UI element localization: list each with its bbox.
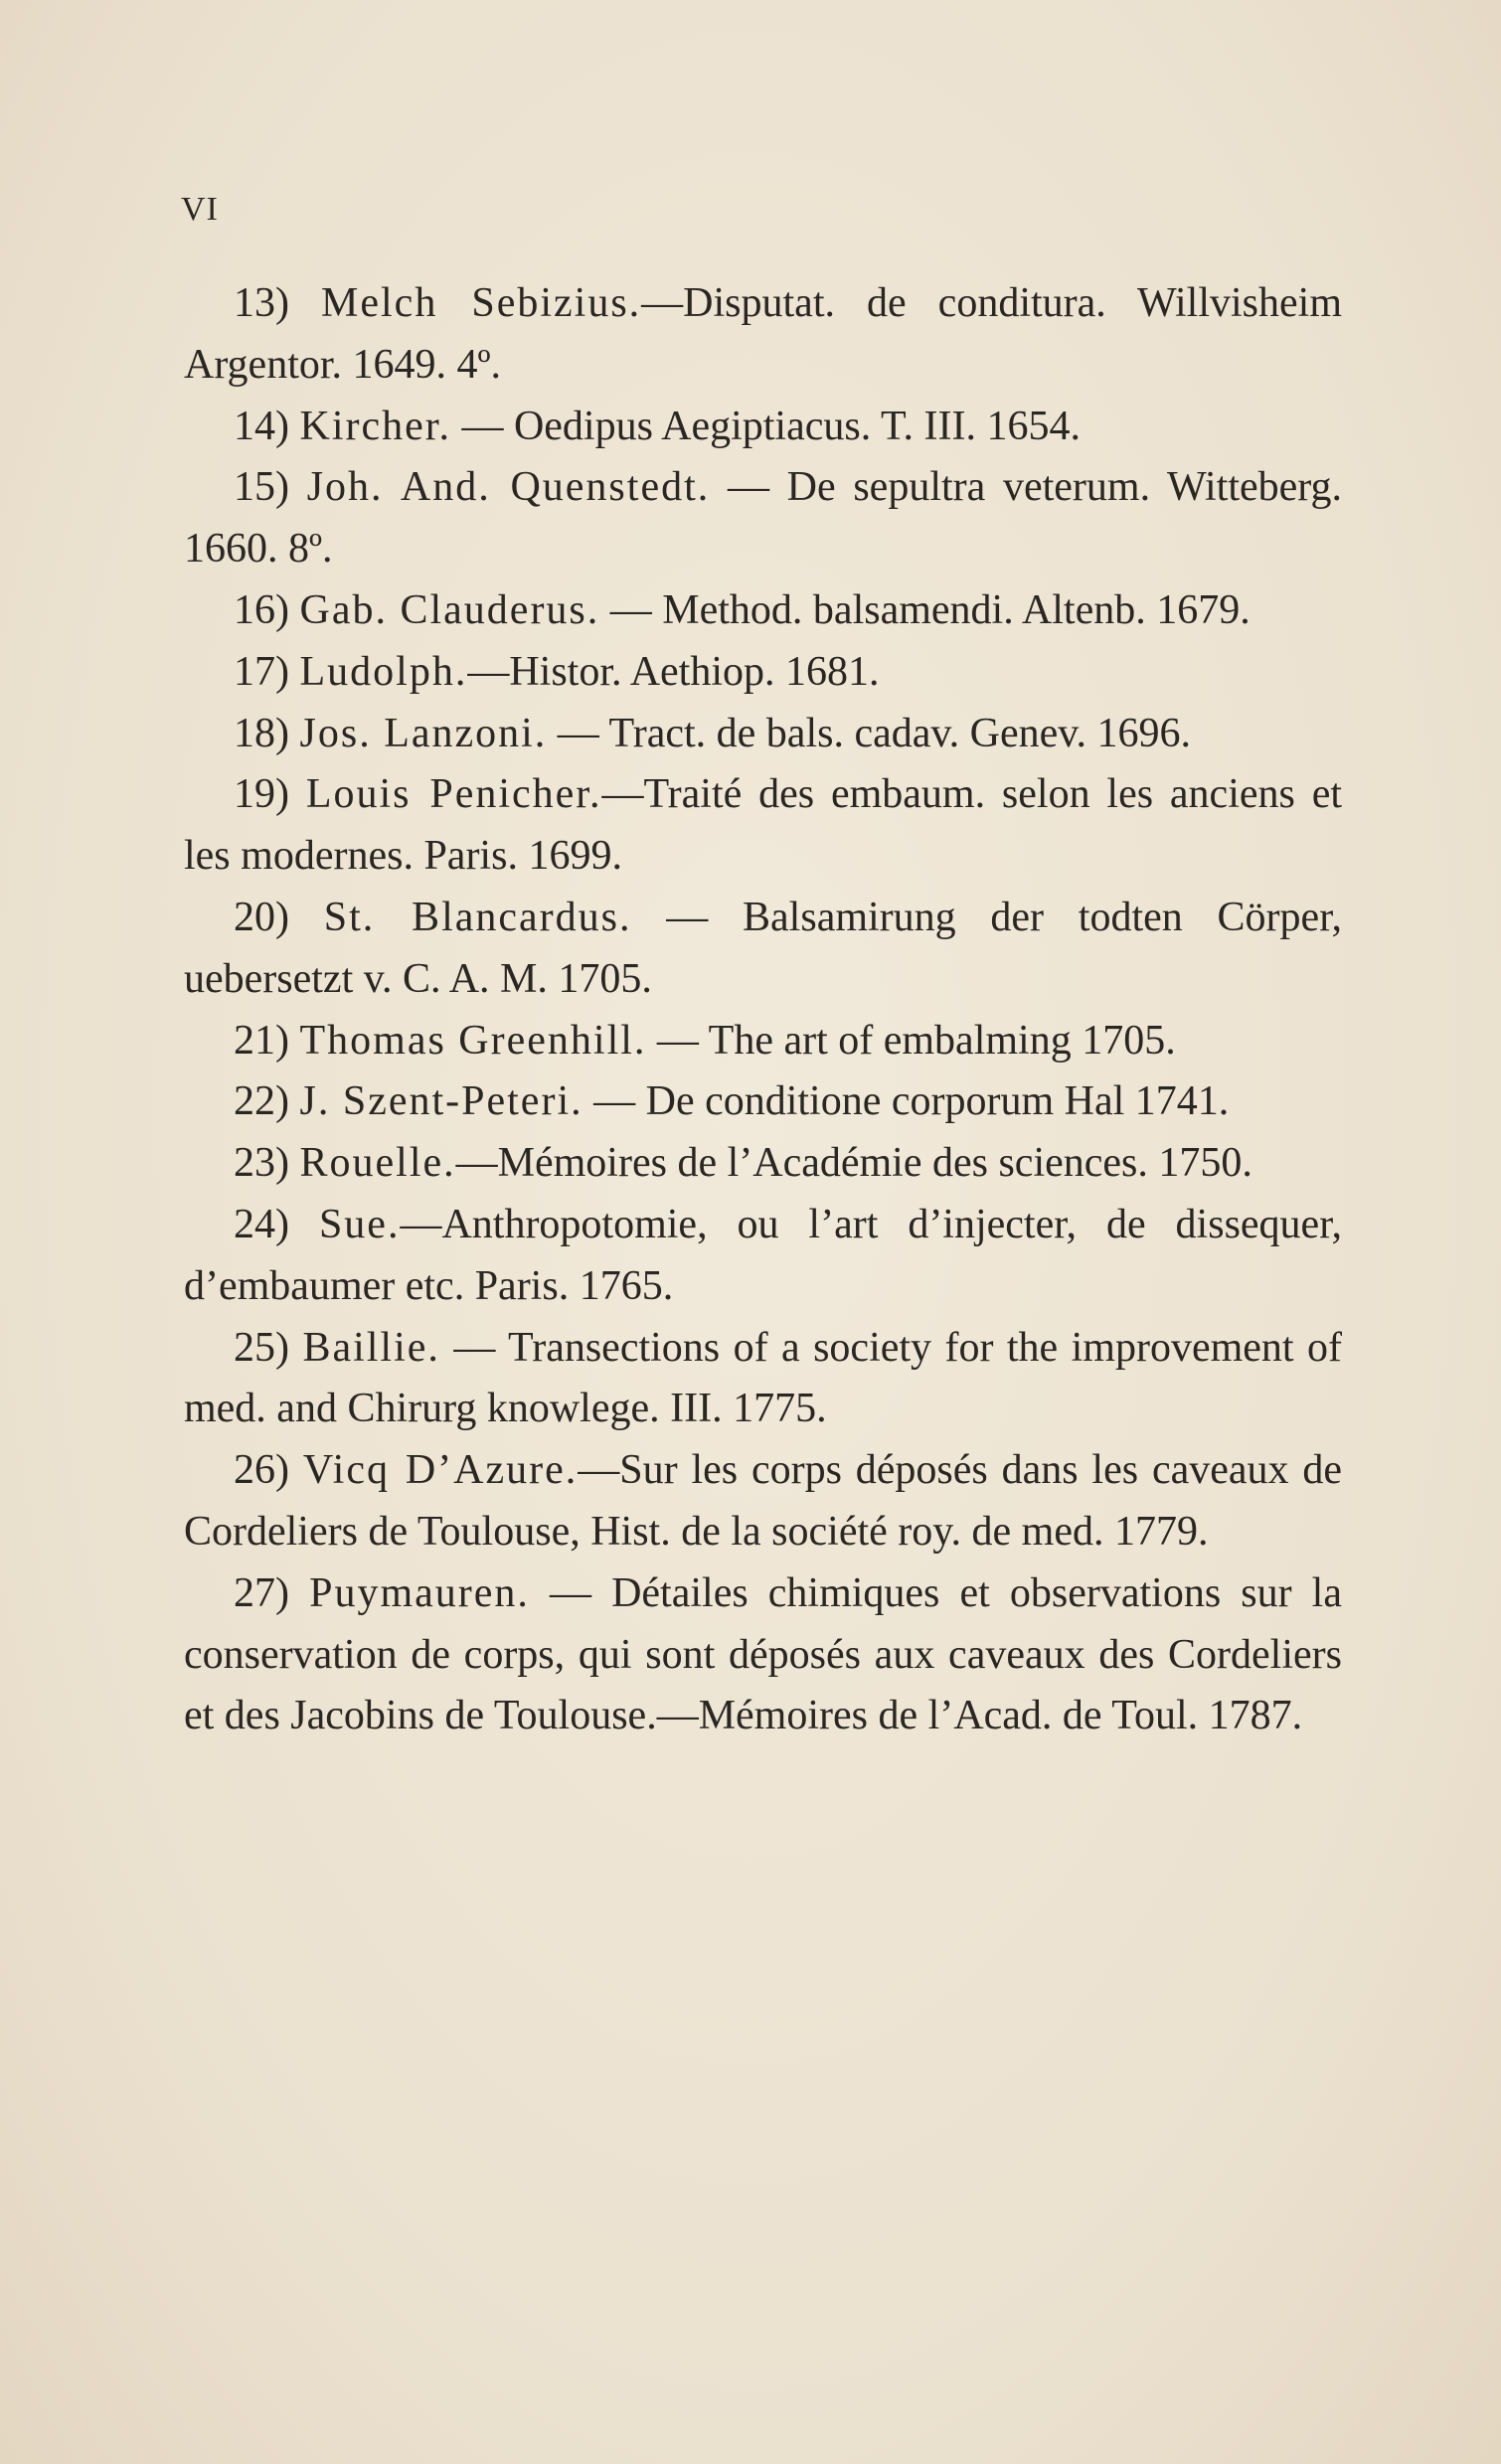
entry-author: Melch Sebizius. <box>321 280 642 326</box>
bibliography-entry-20 <box>184 888 1342 1011</box>
entry-author: Vicq D’Azure. <box>302 1447 579 1494</box>
entry-text: —Anthropotomie, ou l’art d’injecter, de dissequer, d’embaumer etc. Paris. 1765. <box>184 1201 1342 1309</box>
entry-text: — De conditione corporum Hal 1741. <box>583 1078 1230 1125</box>
entry-number: 17) <box>234 648 289 695</box>
bibliography-entry-19 <box>184 764 1342 888</box>
entry-number: 15) <box>234 464 289 511</box>
entry-text: — Détailes chimiques et observations sur la conservation de corps, qui sont déposés aux caveaux des Cordeliers et des Jacobins de Toulouse.—Mémoires de l’Acad. de Toul. 1787. <box>184 1569 1342 1739</box>
entry-text: —Mémoires de l’Académie des sciences. 1750. <box>455 1140 1252 1187</box>
entry-number: 23) <box>234 1140 289 1187</box>
bibliography-entry-24 <box>184 1195 1342 1318</box>
entry-author: Louis Penicher. <box>305 771 602 818</box>
entry-author: Ludolph. <box>299 648 468 695</box>
entry-author: Joh. And. Quenstedt. <box>306 464 711 511</box>
entry-number: 26) <box>234 1447 289 1494</box>
entry-number: 18) <box>234 710 289 756</box>
entry-number: 14) <box>234 403 289 449</box>
entry-number: 21) <box>234 1017 289 1064</box>
entry-number: 25) <box>234 1324 289 1371</box>
bibliography-entry-17 <box>184 642 1342 704</box>
entry-text: — The art of embalming 1705. <box>646 1017 1176 1064</box>
entry-text: — De sepultra veterum. Witteberg. 1660. 8º. <box>184 464 1343 573</box>
bibliography-entry-27 <box>184 1563 1342 1747</box>
bibliography-entry-15 <box>184 457 1342 580</box>
bibliography-list <box>184 273 1342 1747</box>
entry-author: Sue. <box>318 1201 401 1247</box>
bibliography-entry-21 <box>184 1011 1342 1072</box>
entry-author: Rouelle. <box>299 1140 456 1187</box>
entry-text: — Transections of a society for the improvement of med. and Chirurg knowlege. III. 1775. <box>184 1324 1342 1432</box>
entry-author: Puymauren. <box>309 1569 530 1616</box>
bibliography-entry-18 <box>184 704 1342 765</box>
entry-author: Jos. Lanzoni. <box>299 710 548 756</box>
entry-number: 13) <box>234 280 289 326</box>
entry-text: —Disputat. de conditura. Willvisheim Argentor. 1649. 4º. <box>184 280 1343 388</box>
entry-text: —Traité des embaum. selon les anciens et les modernes. Paris. 1699. <box>184 771 1342 880</box>
entry-author: J. Szent-Peteri. <box>299 1078 584 1125</box>
bibliography-entry-25 <box>184 1318 1342 1441</box>
entry-author: Thomas Greenhill. <box>299 1017 647 1064</box>
entry-text: — Tract. de bals. cadav. Genev. 1696. <box>547 710 1192 756</box>
entry-number: 20) <box>234 894 289 940</box>
entry-text: —Histor. Aethiop. 1681. <box>467 648 880 695</box>
entry-number: 22) <box>234 1078 289 1125</box>
bibliography-entry-13 <box>184 273 1342 397</box>
bibliography-entry-16 <box>184 580 1342 642</box>
page-number: VI <box>181 191 219 228</box>
bibliography-entry-14 <box>184 397 1342 458</box>
entry-author: Baillie. <box>302 1324 440 1371</box>
entry-text: — Balsamirung der todten Cörper, uebersetzt v. C. A. M. 1705. <box>184 894 1342 1002</box>
entry-text: —Sur les corps déposés dans les caveaux de Cordeliers de Toulouse, Hist. de la société roy. de med. 1779. <box>184 1447 1342 1555</box>
entry-author: St. Blancardus. <box>323 894 632 940</box>
bibliography-entry-26 <box>184 1440 1342 1563</box>
bibliography-entry-22 <box>184 1071 1342 1133</box>
entry-author: Gab. Clauderus. <box>299 586 600 633</box>
entry-number: 19) <box>234 771 289 818</box>
entry-number: 24) <box>234 1201 289 1247</box>
entry-number: 27) <box>234 1569 289 1616</box>
entry-author: Kircher. <box>299 403 451 449</box>
entry-number: 16) <box>234 586 289 633</box>
entry-text: — Oedipus Aegiptiacus. T. III. 1654. <box>450 403 1081 449</box>
entry-text: — Method. balsamendi. Altenb. 1679. <box>599 586 1251 633</box>
bibliography-entry-23 <box>184 1133 1342 1195</box>
